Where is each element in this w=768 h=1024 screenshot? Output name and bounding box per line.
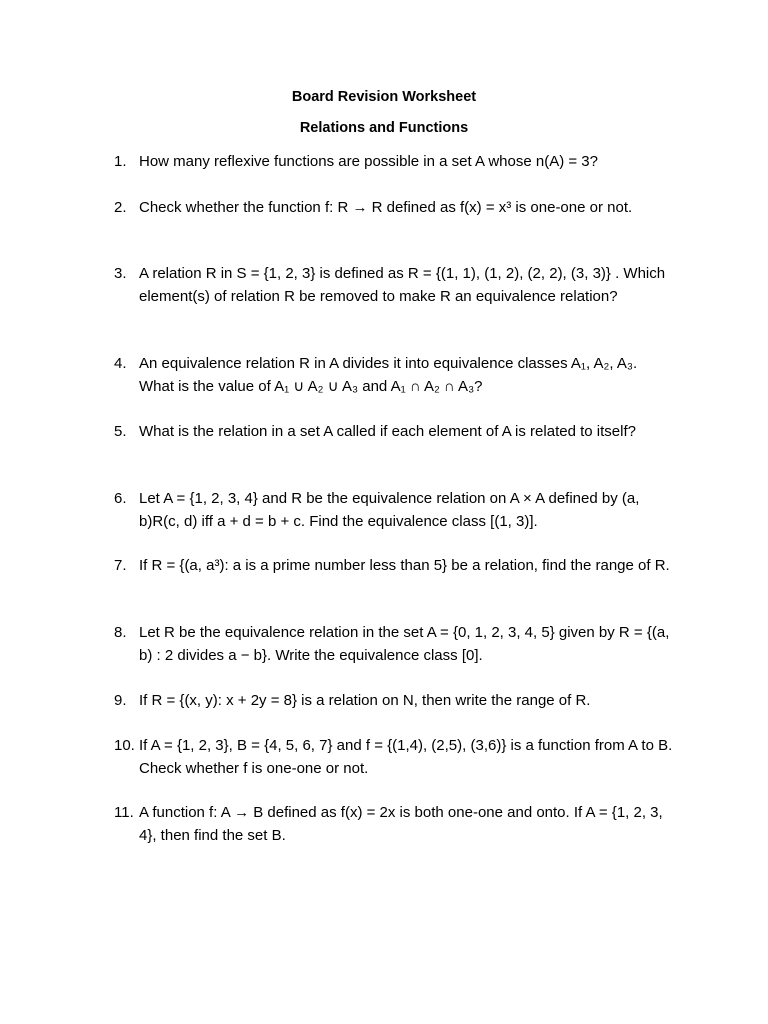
- question-text: A relation R in S = {1, 2, 3} is defined as R = {(1, 1), (1, 2), (2, 2), (3, 3)} . Which element(s) of relation R be removed to make R an equivalence relation?: [139, 265, 666, 305]
- question-5: [114, 421, 674, 444]
- question-text: If R = {(x, y): x + 2y = 8} is a relation on N, then write the range of R.: [139, 692, 591, 709]
- question-text: What is the relation in a set A called if each element of A is related to itself?: [139, 423, 636, 440]
- question-text: How many reflexive functions are possible in a set A whose n(A) = 3?: [139, 153, 598, 170]
- question-text: If R = {(a, a³): a is a prime number less than 5} be a relation, find the range of R.: [139, 557, 670, 574]
- question-text: Check whether the function f: R → R defined as f(x) = x³ is one-one or not.: [139, 199, 633, 216]
- question-7: [114, 555, 674, 578]
- question-8: [114, 622, 674, 667]
- question-number: 11.: [114, 804, 134, 821]
- question-number: 8.: [114, 624, 127, 641]
- question-text: Let R be the equivalence relation in the set A = {0, 1, 2, 3, 4, 5} given by R = {(a, b) : 2 divides a − b}. Write the equivalence class [0].: [139, 624, 670, 664]
- question-10: [114, 735, 674, 780]
- question-number: 7.: [114, 557, 127, 574]
- question-text: Let A = {1, 2, 3, 4} and R be the equivalence relation on A × A defined by (a, b)R(c, d) iff a + d = b + c. Find the equivalence class [(1, 3)].: [139, 490, 640, 530]
- question-number: 1.: [114, 153, 127, 170]
- question-9: [114, 690, 674, 713]
- question-text: A function f: A → B defined as f(x) = 2x is both one-one and onto. If A = {1, 2, 3, 4}, then find the set B.: [139, 804, 663, 844]
- question-number: 10.: [114, 737, 135, 754]
- question-3: [114, 263, 674, 308]
- question-number: 9.: [114, 692, 127, 709]
- question-6: [114, 488, 674, 533]
- question-4: [114, 353, 674, 398]
- question-number: 6.: [114, 490, 127, 507]
- question-text: An equivalence relation R in A divides it into equivalence classes A₁, A₂, A₃. What is the value of A₁ ∪ A₂ ∪ A₃ and A₁ ∩ A₂ ∩ A₃?: [139, 355, 638, 395]
- question-number: 5.: [114, 423, 127, 440]
- question-text: If A = {1, 2, 3}, B = {4, 5, 6, 7} and f = {(1,4), (2,5), (3,6)} is a function from A to B. Check whether f is one-one or not.: [139, 737, 673, 777]
- question-2: [114, 197, 674, 220]
- question-number: 3.: [114, 265, 127, 282]
- question-1: [114, 151, 674, 174]
- question-11: [114, 802, 674, 847]
- worksheet-subtitle: Relations and Functions: [299, 120, 469, 136]
- question-number: 4.: [114, 355, 127, 372]
- worksheet-title: Board Revision Worksheet: [291, 89, 477, 105]
- question-number: 2.: [114, 199, 127, 216]
